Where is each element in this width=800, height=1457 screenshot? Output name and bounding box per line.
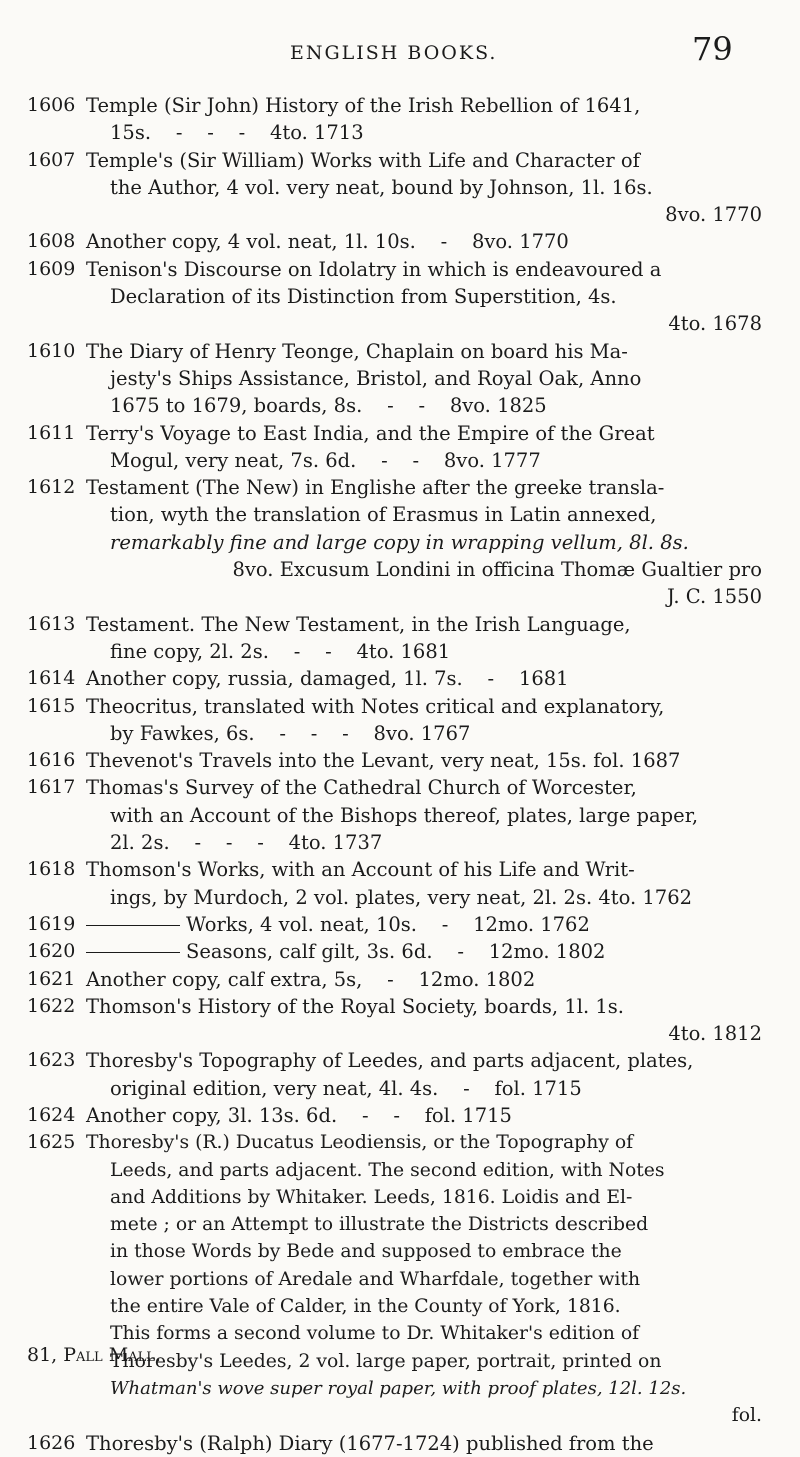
entry-number: 1613 (27, 612, 76, 635)
entry-line: Tenison's Discourse on Idolatry in which is endeavoured a (86, 257, 662, 281)
entry-line: Thomson's History of the Royal Society, boards, 1l. 1s. (86, 994, 624, 1018)
entry-line: Thomas's Survey of the Cathedral Church of Worcester, (86, 776, 637, 800)
entry-line: Thoresby's Leedes, 2 vol. large paper, portrait, printed on (110, 1350, 662, 1372)
entry-number: 1618 (27, 858, 76, 881)
entry-line: by Fawkes, 6s. - - - 8vo. 1767 (110, 721, 471, 745)
entry-line: 2l. 2s. - - - 4to. 1737 (110, 831, 383, 855)
entry-line: Temple (Sir John) History of the Irish Rebellion of 1641, (86, 94, 641, 117)
entry-number: 1620 (27, 940, 76, 963)
entry-line: lower portions of Aredale and Wharfdale, together with (110, 1268, 641, 1290)
entry-1624 (0, 1102, 800, 1129)
entry-line: Works, 4 vol. neat, 10s. - 12mo. 1762 (186, 912, 590, 936)
entry-line: Temple's (Sir William) Works with Life and Character of (86, 148, 640, 172)
entry-line: Mogul, very neat, 7s. 6d. - - 8vo. 1777 (110, 448, 541, 472)
page-number: 79 (692, 30, 733, 68)
entry-line: tion, wyth the translation of Erasmus in Latin annexed, (110, 503, 657, 527)
entry-line: Testament. The New Testament, in the Irish Language, (86, 612, 631, 636)
entry-1611 (0, 420, 800, 475)
entry-1614 (0, 665, 800, 692)
entry-line: Thoresby's (R.) Ducatus Leodiensis, or the Topography of (86, 1132, 634, 1154)
entry-number: 1612 (27, 476, 76, 499)
entry-line: Another copy, 4 vol. neat, 1l. 10s. - 8vo. 1770 (86, 230, 569, 254)
entry-line: 8vo. 1770 (665, 203, 762, 227)
entry-line: Declaration of its Distinction from Superstition, 4s. (110, 285, 617, 309)
entry-line: 15s. - - - 4to. 1713 (110, 121, 364, 145)
entry-line: jesty's Ships Assistance, Bristol, and Royal Oak, Anno (110, 366, 642, 390)
entry-number: 1607 (27, 148, 76, 171)
entry-1610 (0, 338, 800, 420)
entry-1613 (0, 611, 800, 666)
entry-list (0, 92, 800, 1457)
publisher-address: 81, Pall Mall. (27, 1344, 161, 1366)
entry-number: 1626 (27, 1431, 76, 1454)
entry-1617 (0, 774, 800, 856)
entry-line: The Diary of Henry Teonge, Chaplain on board his Ma- (86, 339, 628, 363)
entry-line: This forms a second volume to Dr. Whitaker's edition of (110, 1323, 640, 1345)
entry-line: Theocritus, translated with Notes critical and explanatory, (86, 694, 665, 718)
entry-line: Testament (The New) in Englishe after the greeke transla- (86, 476, 665, 500)
entry-number: 1624 (27, 1103, 76, 1126)
entry-1616 (0, 747, 800, 774)
entry-line: Whatman's wove super royal paper, with proof plates, 12l. 12s. (110, 1377, 687, 1399)
entry-line: 4to. 1812 (668, 1022, 762, 1046)
entry-number: 1616 (27, 749, 76, 772)
entry-line: in those Words by Bede and supposed to embrace the (110, 1241, 622, 1263)
running-title: ENGLISH BOOKS. (290, 42, 498, 64)
entry-number: 1610 (27, 339, 76, 362)
imprint-footer (27, 1344, 161, 1366)
entry-number: 1609 (27, 257, 76, 280)
entry-line: the entire Vale of Calder, in the County of York, 1816. (110, 1296, 621, 1318)
entry-line: Thoresby's Topography of Leedes, and parts adjacent, plates, (86, 1049, 694, 1073)
entry-1618 (0, 856, 800, 911)
entry-line: J. C. 1550 (667, 585, 762, 609)
entry-number: 1615 (27, 694, 76, 717)
entry-line: and Additions by Whitaker. Leeds, 1816. Loidis and El- (110, 1186, 633, 1208)
entry-number: 1623 (27, 1049, 76, 1072)
entry-line: Thevenot's Travels into the Levant, very neat, 15s. fol. 1687 (86, 749, 681, 773)
entry-line: Leeds, and parts adjacent. The second edition, with Notes (110, 1159, 665, 1181)
entry-1607 (0, 147, 800, 229)
entry-number: 1617 (27, 776, 76, 799)
entry-number: 1619 (27, 912, 76, 935)
entry-number: 1621 (27, 967, 76, 990)
entry-number: 1606 (27, 94, 76, 116)
entry-line: remarkably fine and large copy in wrapping vellum, 8l. 8s. (110, 530, 689, 554)
entry-line: Another copy, russia, damaged, 1l. 7s. - 1681 (86, 667, 569, 691)
page-header (0, 30, 800, 80)
entry-1615 (0, 693, 800, 748)
entry-line: the Author, 4 vol. very neat, bound by Johnson, 1l. 16s. (110, 175, 653, 199)
entry-1621 (0, 966, 800, 993)
entry-line: original edition, very neat, 4l. 4s. - fol. 1715 (110, 1076, 582, 1100)
entry-line: Thomson's Works, with an Account of his Life and Writ- (86, 858, 635, 882)
entry-1626 (0, 1430, 800, 1457)
entry-line: Terry's Voyage to East India, and the Empire of the Great (86, 421, 655, 445)
entry-line: fine copy, 2l. 2s. - - 4to. 1681 (110, 639, 451, 663)
entry-1622 (0, 993, 800, 1048)
entry-line: Thoresby's (Ralph) Diary (1677-1724) published from the (86, 1431, 654, 1455)
entry-line: 4to. 1678 (668, 312, 762, 336)
entry-line: mete ; or an Attempt to illustrate the Districts described (110, 1214, 649, 1236)
entry-line: 1675 to 1679, boards, 8s. - - 8vo. 1825 (110, 394, 547, 418)
entry-1606 (0, 92, 800, 147)
entry-line: with an Account of the Bishops thereof, plates, large paper, (110, 803, 699, 827)
entry-number: 1622 (27, 994, 76, 1017)
entry-number: 1614 (27, 667, 76, 690)
entry-1619 (0, 911, 800, 938)
entry-line: fol. (731, 1405, 762, 1427)
entry-number: 1608 (27, 230, 76, 253)
entry-line: Another copy, calf extra, 5s, - 12mo. 1802 (86, 967, 536, 991)
entry-1620 (0, 938, 800, 965)
entry-1623 (0, 1047, 800, 1102)
entry-1612 (0, 474, 800, 610)
entry-number: 1611 (27, 421, 76, 444)
entry-line: ings, by Murdoch, 2 vol. plates, very neat, 2l. 2s. 4to. 1762 (110, 885, 693, 909)
entry-line: Another copy, 3l. 13s. 6d. - - fol. 1715 (86, 1103, 512, 1127)
entry-line: Seasons, calf gilt, 3s. 6d. - 12mo. 1802 (186, 940, 606, 964)
ditto-rule (86, 925, 180, 926)
entry-number: 1625 (27, 1131, 76, 1154)
entry-line: 8vo. Excusum Londini in officina Thomæ Gualtier pro (232, 558, 762, 582)
ditto-rule (86, 952, 180, 953)
entry-1608 (0, 228, 800, 255)
entry-1609 (0, 256, 800, 338)
